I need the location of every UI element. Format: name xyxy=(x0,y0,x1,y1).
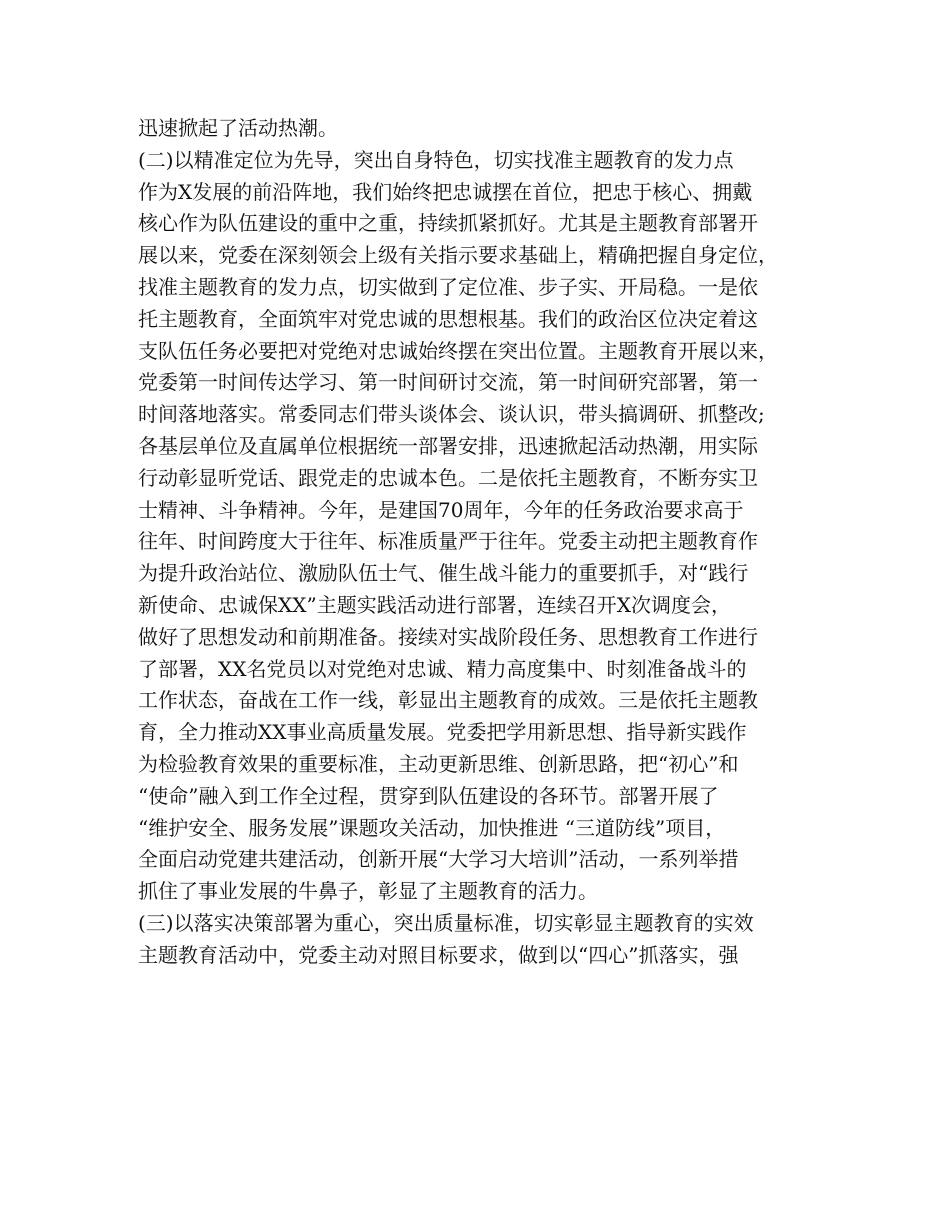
text-line: 托主题教育，全面筑牢对党忠诚的思想根基。我们的政治区位决定着这 xyxy=(138,306,758,331)
text-line: 为检验教育效果的重要标准，主动更新思维、创新思路，把“初心”和 xyxy=(138,751,739,776)
text-line: 育，全力推动XX事业高质量发展。党委把学用新思想、指导新实践作 xyxy=(138,720,747,745)
section-heading-2: (二)以精准定位为先导，突出自身特色，切实找准主题教育的发力点 xyxy=(138,147,734,172)
text-line: 全面启动党建共建活动，创新开展“大学习大培训”活动，一系列举措 xyxy=(138,847,739,872)
text-line: 展以来，党委在深刻领会上级有关指示要求基础上，精确把握自身定位， xyxy=(138,243,778,268)
text-line: “维护安全、服务发展”课题攻关活动，加快推进 “三道防线”项目， xyxy=(138,815,726,840)
text-line: “使命”融入到工作全过程，贯穿到队伍建设的各环节。部署开展了 xyxy=(138,783,719,808)
text-line: 了部署，XX名党员以对党绝对忠诚、精力高度集中、时刻准备战斗的 xyxy=(138,656,747,681)
text-line: 新使命、忠诚保XX”主题实践活动进行部署，连续召开X次调度会， xyxy=(138,592,731,617)
text-line: 迅速掀起了活动热潮。 xyxy=(138,116,338,140)
text-line: 工作状态，奋战在工作一线，彰显出主题教育的成效。三是依托主题教 xyxy=(138,688,758,713)
text-line: 作为X发展的前沿阵地，我们始终把忠诚摆在首位，把忠于核心、拥戴 xyxy=(138,179,753,204)
text-line: 主题教育活动中，党委主动对照目标要求，做到以“四心”抓落实，强 xyxy=(138,942,739,967)
text-line: 行动彰显听党话、跟党走的忠诚本色。二是依托主题教育，不断夯实卫 xyxy=(138,465,758,490)
text-line: 士精神、斗争精神。今年，是建国70周年，今年的任务政治要求高于 xyxy=(138,497,744,522)
text-line: 找准主题教育的发力点，切实做到了定位准、步子实、开局稳。一是依 xyxy=(138,274,758,299)
text-line: 抓住了事业发展的牛鼻子，彰显了主题教育的活力。 xyxy=(138,879,598,904)
text-line: 党委第一时间传达学习、第一时间研讨交流，第一时间研究部署，第一 xyxy=(138,370,758,395)
body-text xyxy=(138,113,838,972)
text-line: 往年、时间跨度大于往年、标准质量严于往年。党委主动把主题教育作 xyxy=(138,529,758,554)
text-line: 做好了思想发动和前期准备。接续对实战阶段任务、思想教育工作进行 xyxy=(138,624,758,649)
text-line: 各基层单位及直属单位根据统一部署安排，迅速掀起活动热潮，用实际 xyxy=(138,433,758,458)
text-line: 时间落地落实。常委同志们带头谈体会、谈认识，带头搞调研、抓整改; xyxy=(138,402,765,427)
text-line: 为提升政治站位、激励队伍士气、催生战斗能力的重要抓手，对“践行 xyxy=(138,561,749,586)
text-line: 支队伍任务必要把对党绝对忠诚始终摆在突出位置。主题教育开展以来， xyxy=(138,338,778,363)
text-line: 核心作为队伍建设的重中之重，持续抓紧抓好。尤其是主题教育部署开 xyxy=(138,211,758,236)
section-heading-3: (三)以落实决策部署为重心，突出质量标准，切实彰显主题教育的实效 xyxy=(138,910,754,935)
